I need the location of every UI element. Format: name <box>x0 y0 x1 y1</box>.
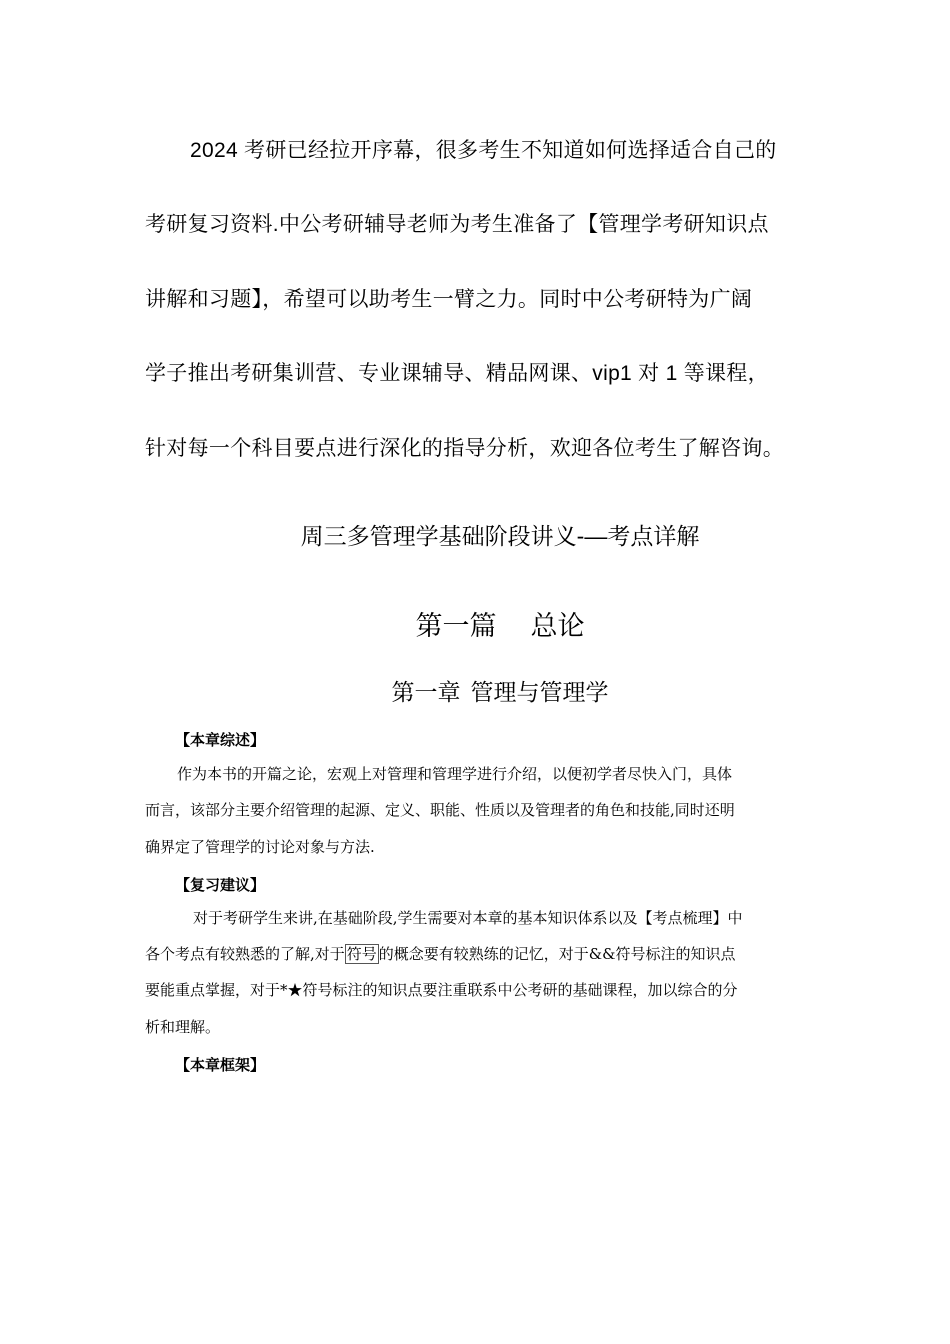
intro-line-2: 考研复习资料.中公考研辅导老师为考生准备了【管理学考研知识点 <box>145 213 769 236</box>
boxed-symbol-term: 符号 <box>346 945 377 963</box>
advice-line-2-pre: 各个考点有较熟悉的了解,对于 <box>145 945 345 963</box>
document-title: 周三多管理学基础阶段讲义-—考点详解 <box>300 523 700 549</box>
intro-line-3: 讲解和习题】，希望可以助考生一臂之力。同时中公考研特为广阔 <box>145 288 753 311</box>
overview-line-1: 作为本书的开篇之论，宏观上对管理和管理学进行介绍，以便初学者尽快入门，具体 <box>177 765 733 783</box>
chapter-name: 管理与管理学 <box>470 679 609 705</box>
intro-line-1: 2024 考研已经拉开序幕，很多考生不知道如何选择适合自己的 <box>190 139 777 162</box>
overview-line-3: 确界定了管理学的讨论对象与方法. <box>145 838 375 856</box>
advice-line-2 <box>145 943 736 965</box>
chapter-label: 第一章 <box>391 679 461 705</box>
chapter-title <box>0 674 950 707</box>
intro-line-4: 学子推出考研集训营、专业课辅导、精品网课、vip1 对 1 等课程， <box>145 362 769 385</box>
advice-line-2-post: 的概念要有较熟练的记忆，对于&&符号标注的知识点 <box>378 945 736 963</box>
advice-line-1: 对于考研学生来讲,在基础阶段,学生需要对本章的基本知识体系以及【考点梳理】中 <box>193 909 743 927</box>
part-name: 总论 <box>530 611 585 641</box>
framework-heading: 【本章框架】 <box>175 1057 266 1074</box>
overview-line-2: 而言，该部分主要介绍管理的起源、定义、职能、性质以及管理者的角色和技能,同时还明 <box>145 801 735 819</box>
advice-line-4: 析和理解。 <box>145 1018 221 1036</box>
overview-heading: 【本章综述】 <box>175 732 266 749</box>
advice-heading: 【复习建议】 <box>175 877 266 894</box>
part-label: 第一篇 <box>415 611 497 641</box>
part-title <box>0 604 950 643</box>
advice-line-3: 要能重点掌握，对于*★符号标注的知识点要注重联系中公考研的基础课程，加以综合的分 <box>145 981 738 999</box>
intro-line-5: 针对每一个科目要点进行深化的指导分析，欢迎各位考生了解咨询。 <box>145 437 784 460</box>
